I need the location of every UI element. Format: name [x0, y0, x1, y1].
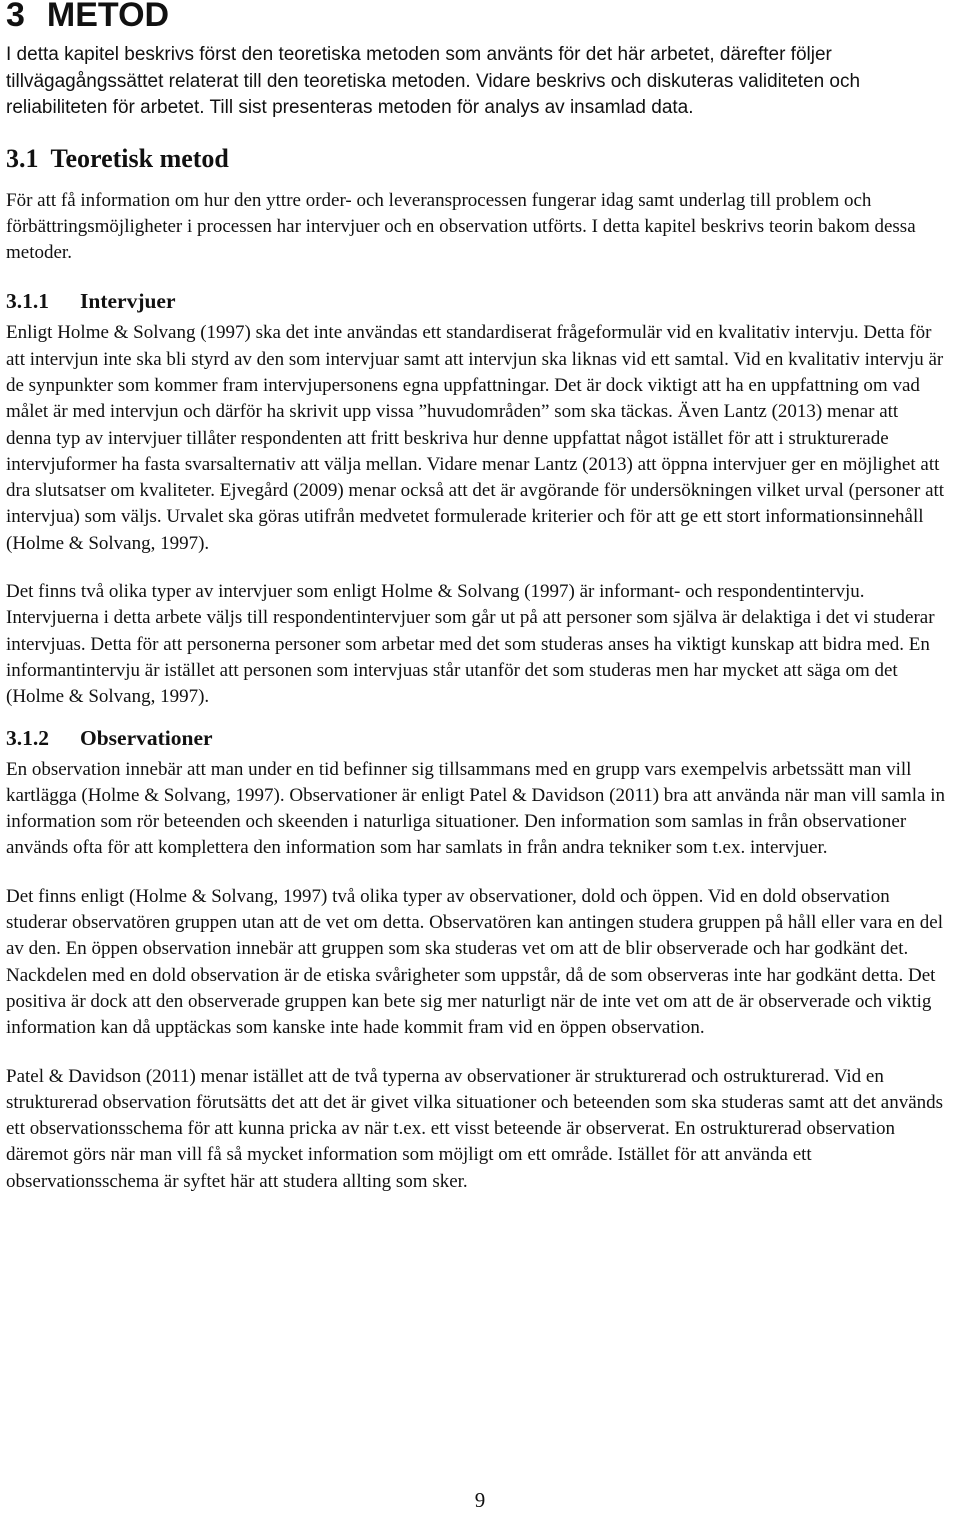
chapter-number: 3	[6, 0, 25, 34]
observations-paragraph-3: Patel & Davidson (2011) menar istället att de två typerna av observationer är strukturerad och ostrukturerad. Vid en strukturerad observation förutsätts det att det är givet vilka situationer och beteenden som ska studeras samt att det används ett observationsschema för att kunna pricka av när t.ex. ett visst beteende är observerat. En ostrukturerad observation däremot görs när man vill få så mycket information som möjligt om ett område. Istället för att använda ett observationsschema är syftet här att studera allting som sker.	[6, 1065, 944, 1192]
observations-paragraph-1: En observation innebär att man under en tid befinner sig tillsammans med en grupp vars exempelvis arbetssätt man vill kartlägga (Holme & Solvang, 1997). Observationer är enligt Patel & Davidson (2011) bra att använda när man vill samla in information som rör beteenden och skeenden i naturliga situationer. Den information som samlas in från observationer används ofta för att komplettera den information som har samlats in från andra tekniker som t.ex. intervjuer.	[6, 758, 946, 859]
interviews-paragraph-2: Det finns två olika typer av intervjuer som enligt Holme & Solvang (1997) är informant- och respondentintervju. Intervjuerna i detta arbete väljs till respondentintervjuer som går ut på att personer som själva är delaktiga i det vi studerar intervjuas. Detta för att personerna personer som arbetar med det som studeras anses ha viktigt kunskap att bidra med. En informantintervju är istället att personen som intervjuas står utanför det som studeras men har mycket att säga om det (Holme & Solvang, 1997).	[6, 581, 935, 708]
subsection-title: Observationer	[80, 725, 213, 750]
document-page	[6, 0, 946, 1217]
page-number: 9	[474, 1488, 486, 1512]
section-heading-3-1	[6, 144, 946, 174]
observations-paragraph-2: Det finns enligt (Holme & Solvang, 1997) två olika typer av observationer, dold och öppen. Vid en dold observation studerar observatören gruppen utan att de vet om detta. Observatören kan antingen studera gruppen på håll eller vara en del av den. En öppen observation innebär att gruppen som ska studeras vet om att de blir observerade och har godkänt det. Nackdelen med en dold observation är de etiska svårigheter som uppstår, då de som observeras inte har godkänt detta. Det positiva är dock att den observerade gruppen kan bete sig mer naturligt när de inte vet om att de är observerade och viktig information kan då upptäckas som kanske inte hade kommit fram vid en öppen observation.	[6, 885, 943, 1039]
interviews-paragraph-1: Enligt Holme & Solvang (1997) ska det inte användas ett standardiserat frågeformulär vid en kvalitativ intervju. Detta för att intervjun inte ska bli styrd av den som intervjuar samt att intervjun ska liknas vid ett samtal. Vid en kvalitativ intervju är de synpunkter som kommer fram intervjupersonens egna uppfattningar. Det är dock viktigt att ha en uppfattning om vad målet är med intervjun och därför ha skrivit upp vissa ”huvudområden” som ska täckas. Även Lantz (2013) menar att denna typ av intervjuer tillåter respondenten att fritt beskriva hur denne uppfattat något istället för att i strukturerade intervjuformer ha fasta svarsalternativ att välja mellan. Vidare menar Lantz (2013) att öppna intervjuer ger en möjlighet att dra slutsatser om kvaliteter. Ejvegård (2009) menar också att det är avgörande för undersökningen vilket urval (personer att intervjua) som väljs. Urvalet ska göras utifrån medvetet formulerade kriterier och för att ge ett stort informationsinnehåll (Holme & Solvang, 1997).	[6, 322, 945, 554]
section-number: 3.1	[6, 143, 39, 173]
subsection-number: 3.1.1	[6, 289, 49, 314]
section-title: Teoretisk metod	[50, 143, 229, 173]
subsection-heading-3-1-2	[6, 723, 946, 753]
section-3-1-paragraph: För att få information om hur den yttre order- och leveransprocessen fungerar idag samt underlag till problem och förbättringsmöjligheter i processen har intervjuer och en observation utförts. I detta kapitel beskrivs teorin bakom dessa metoder.	[6, 189, 916, 264]
subsection-title: Intervjuer	[80, 289, 176, 314]
subsection-number: 3.1.2	[6, 725, 49, 750]
chapter-heading	[6, 0, 946, 34]
chapter-intro: I detta kapitel beskrivs först den teoretiska metoden som använts för det här arbetet, därefter följer tillvägagångssättet relaterat till den teoretiska metoden. Vidare beskrivs och diskuteras validiteten och reliabiliteten för arbetet. Till sist presenteras metoden för analys av insamlad data.	[6, 44, 861, 118]
subsection-heading-3-1-1	[6, 286, 946, 316]
chapter-title: METOD	[46, 0, 170, 34]
